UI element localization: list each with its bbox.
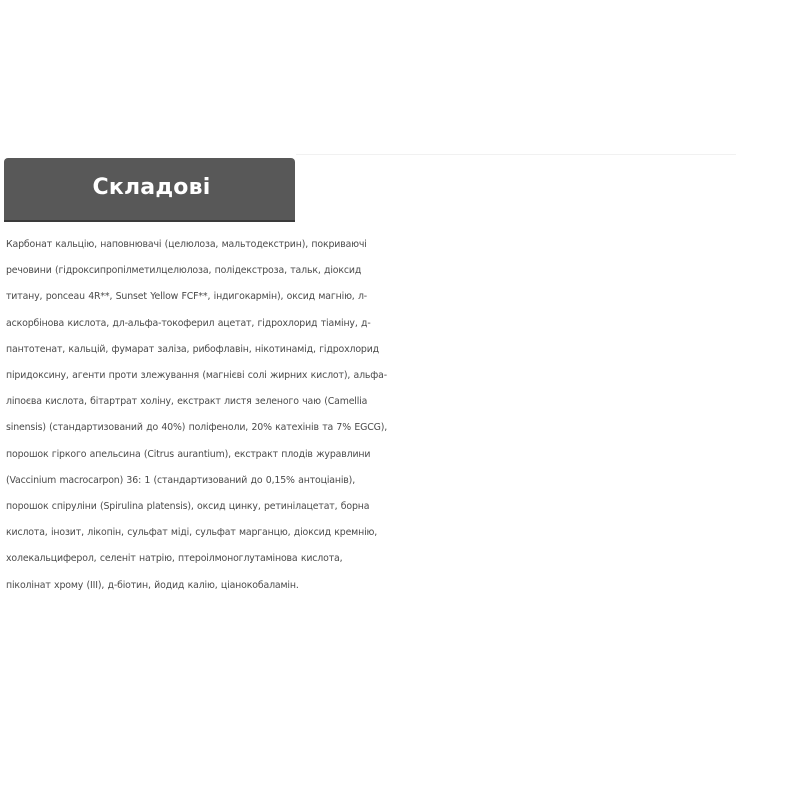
ingredients-line: титану, ponceau 4R**, Sunset Yellow FCF**, індигокармін), оксид магнію, л- [6,291,368,303]
ingredients-line: порошок гіркого апельсина (Citrus aurantium), екстракт плодів журавлини [6,448,371,460]
tab-ingredients[interactable] [4,158,295,220]
ingredients-line: порошок спіруліни (Spirulina platensis), оксид цинку, ретинілацетат, борна [6,501,370,513]
ingredients-line: ліпоєва кислота, бітартрат холіну, екстракт листя зеленого чаю (Camellia [6,396,368,408]
ingredients-line: пантотенат, кальцій, фумарат заліза, рибофлавін, нікотинамід, гідрохлорид [6,343,379,355]
ingredients-line: холекальциферол, селеніт натрію, птероілмоноглутамінова кислота, [6,553,343,565]
ingredients-line: піридоксину, агенти проти злежування (магнієві солі жирних кислот), альфа- [6,370,388,382]
ingredients-line: піколінат хрому (III), д-біотин, йодид калію, ціанокобаламін. [6,579,299,591]
ingredients-line: аскорбінова кислота, дл-альфа-токоферил ацетат, гідрохлорид тіаміну, д- [6,317,371,329]
ingredients-line: (Vaccinium macrocarpon) 36: 1 (стандартизований до 0,15% антоціанів), [6,474,356,486]
tab-ingredients-label: Складові [92,175,211,200]
ingredients-line: речовини (гідроксипропілметилцелюлоза, полідекстроза, тальк, діоксид [6,265,362,277]
ingredients-line: sinensis) (стандартизований до 40%) поліфеноли, 20% катехінів та 7% EGCG), [6,422,388,434]
ingredients-text [6,232,796,599]
ingredients-line: кислота, інозит, лікопін, сульфат міді, сульфат марганцю, діоксид кремнію, [6,527,378,539]
ingredients-line: Карбонат кальцію, наповнювачі (целюлоза, мальтодекстрин), покриваючі [6,239,367,250]
tab-active-indicator [4,220,295,222]
tab-bar-divider [296,154,736,155]
